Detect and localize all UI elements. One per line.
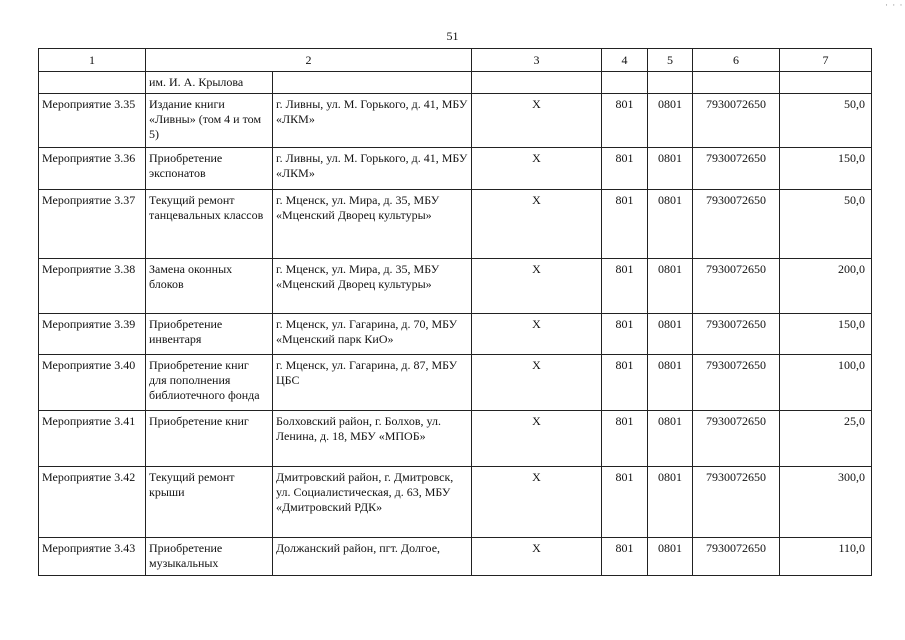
- header-row: [39, 49, 872, 72]
- cell-empty: [39, 72, 146, 94]
- row-col7: 150,0: [780, 148, 872, 190]
- row-col4: 801: [602, 94, 648, 148]
- row-col3: Х: [472, 467, 602, 538]
- row-col5: 0801: [648, 314, 693, 355]
- row-name: Приобретение книг для пополнения библиотечного фонда: [146, 355, 273, 411]
- header-col-1: 1: [39, 49, 146, 72]
- row-col3: Х: [472, 538, 602, 576]
- row-col3: Х: [472, 259, 602, 314]
- header-col-7: 7: [780, 49, 872, 72]
- row-col5: 0801: [648, 94, 693, 148]
- row-col7: 25,0: [780, 411, 872, 467]
- row-name: Приобретение книг: [146, 411, 273, 467]
- row-col5: 0801: [648, 259, 693, 314]
- row-name: Приобретение инвентаря: [146, 314, 273, 355]
- cell-empty: [648, 72, 693, 94]
- row-col4: 801: [602, 538, 648, 576]
- row-col7: 110,0: [780, 538, 872, 576]
- row-id: Мероприятие 3.42: [39, 467, 146, 538]
- row-col3: Х: [472, 190, 602, 259]
- row-col4: 801: [602, 467, 648, 538]
- row-col3: Х: [472, 148, 602, 190]
- row-col5: 0801: [648, 148, 693, 190]
- row-name: Текущий ремонт крыши: [146, 467, 273, 538]
- header-col-5: 5: [648, 49, 693, 72]
- continuation-name: им. И. А. Крылова: [146, 72, 273, 94]
- row-location: Должанский район, пгт. Долгое,: [273, 538, 472, 576]
- row-col4: 801: [602, 148, 648, 190]
- header-col-4: 4: [602, 49, 648, 72]
- row-col6: 7930072650: [693, 314, 780, 355]
- row-col5: 0801: [648, 538, 693, 576]
- row-col6: 7930072650: [693, 259, 780, 314]
- row-name: Приобретение экспонатов: [146, 148, 273, 190]
- row-col6: 7930072650: [693, 467, 780, 538]
- table-row: [39, 94, 872, 148]
- table-row: [39, 411, 872, 467]
- page-number: 51: [446, 29, 459, 43]
- row-col6: 7930072650: [693, 355, 780, 411]
- row-id: Мероприятие 3.38: [39, 259, 146, 314]
- row-name: Текущий ремонт танцевальных классов: [146, 190, 273, 259]
- row-col5: 0801: [648, 467, 693, 538]
- row-name: Издание книги «Ливны» (том 4 и том 5): [146, 94, 273, 148]
- cell-empty: [472, 72, 602, 94]
- table-row: [39, 467, 872, 538]
- continuation-row: [39, 72, 872, 94]
- row-id: Мероприятие 3.37: [39, 190, 146, 259]
- row-id: Мероприятие 3.39: [39, 314, 146, 355]
- header-col-2: 2: [146, 49, 472, 72]
- row-location: г. Мценск, ул. Мира, д. 35, МБУ «Мценский Дворец культуры»: [273, 190, 472, 259]
- header-col-6: 6: [693, 49, 780, 72]
- corner-mark: · · ·: [885, 0, 904, 10]
- row-location: г. Мценск, ул. Гагарина, д. 87, МБУ ЦБС: [273, 355, 472, 411]
- table-row: [39, 190, 872, 259]
- header-col-3: 3: [472, 49, 602, 72]
- table-row: [39, 148, 872, 190]
- row-col4: 801: [602, 411, 648, 467]
- row-col5: 0801: [648, 190, 693, 259]
- row-location: г. Мценск, ул. Мира, д. 35, МБУ «Мценский Дворец культуры»: [273, 259, 472, 314]
- row-name: Замена оконных блоков: [146, 259, 273, 314]
- row-col7: 50,0: [780, 190, 872, 259]
- row-id: Мероприятие 3.43: [39, 538, 146, 576]
- cell-empty: [273, 72, 472, 94]
- row-col3: Х: [472, 355, 602, 411]
- row-col4: 801: [602, 314, 648, 355]
- row-col4: 801: [602, 190, 648, 259]
- cell-empty: [693, 72, 780, 94]
- row-id: Мероприятие 3.41: [39, 411, 146, 467]
- row-col5: 0801: [648, 411, 693, 467]
- row-col7: 200,0: [780, 259, 872, 314]
- row-col3: Х: [472, 411, 602, 467]
- row-col6: 7930072650: [693, 94, 780, 148]
- row-location: Болховский район, г. Болхов, ул. Ленина, д. 18, МБУ «МПОБ»: [273, 411, 472, 467]
- row-id: Мероприятие 3.36: [39, 148, 146, 190]
- row-col5: 0801: [648, 355, 693, 411]
- table-row: [39, 259, 872, 314]
- row-id: Мероприятие 3.40: [39, 355, 146, 411]
- row-col3: Х: [472, 314, 602, 355]
- row-location: Дмитровский район, г. Дмитровск, ул. Социалистическая, д. 63, МБУ «Дмитровский РДК»: [273, 467, 472, 538]
- row-col7: 150,0: [780, 314, 872, 355]
- row-col4: 801: [602, 355, 648, 411]
- row-col3: Х: [472, 94, 602, 148]
- row-col4: 801: [602, 259, 648, 314]
- row-location: г. Мценск, ул. Гагарина, д. 70, МБУ «Мценский парк КиО»: [273, 314, 472, 355]
- budget-table: [38, 48, 872, 576]
- row-id: Мероприятие 3.35: [39, 94, 146, 148]
- row-col6: 7930072650: [693, 190, 780, 259]
- row-col7: 100,0: [780, 355, 872, 411]
- row-col6: 7930072650: [693, 148, 780, 190]
- row-col6: 7930072650: [693, 411, 780, 467]
- table-row: [39, 355, 872, 411]
- row-col6: 7930072650: [693, 538, 780, 576]
- table-row: [39, 314, 872, 355]
- cell-empty: [780, 72, 872, 94]
- row-location: г. Ливны, ул. М. Горького, д. 41, МБУ «ЛКМ»: [273, 94, 472, 148]
- row-location: г. Ливны, ул. М. Горького, д. 41, МБУ «ЛКМ»: [273, 148, 472, 190]
- row-name: Приобретение музыкальных: [146, 538, 273, 576]
- cell-empty: [602, 72, 648, 94]
- row-col7: 50,0: [780, 94, 872, 148]
- row-col7: 300,0: [780, 467, 872, 538]
- table-row: [39, 538, 872, 576]
